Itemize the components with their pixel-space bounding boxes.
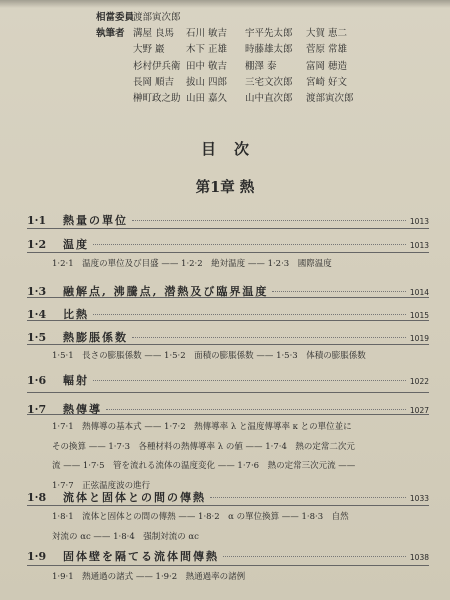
page-number: 1022 (409, 377, 429, 386)
dot-leader (223, 556, 406, 557)
subsection-line: 1·2·1 温度の單位及び目盛 —— 1·2·2 絶対温度 —— 1·2·3 國際温度 (52, 259, 332, 269)
section-title: 流体と固体との間の傳熱 (63, 491, 206, 504)
page-number: 1014 (409, 288, 429, 297)
committee-row (96, 59, 436, 75)
committee-member: 拔山 四郎 (186, 76, 228, 88)
page-number: 1033 (409, 494, 429, 503)
toc-section[interactable] (27, 489, 429, 505)
section-title: 融解点, 沸騰点, 潜熱及び臨界温度 (63, 285, 269, 298)
page-number: 1015 (409, 311, 429, 320)
subsection-line: その換算 —— 1·7·3 各種材料の熱傳導率 λ の値 —— 1·7·4 熱の定常二次元 (52, 441, 355, 452)
committee-row (96, 91, 436, 107)
section-divider (27, 392, 429, 393)
committee-member: 棚澤 泰 (245, 60, 277, 72)
section-title: 熱傳導 (63, 403, 102, 416)
subsection-line: 1·7·7 正弦温度波の進行 (52, 480, 151, 491)
toc-title: 目次 (200, 140, 267, 158)
dot-leader (210, 497, 406, 498)
dot-leader (93, 380, 406, 381)
committee-member: 木下 正雄 (186, 44, 228, 56)
toc-section[interactable] (27, 372, 429, 388)
page-number: 1038 (409, 553, 429, 562)
committee-member: 渡部寅次郎 (306, 93, 354, 105)
chapter-title: 第1章 熱 (195, 179, 255, 196)
committee-row (96, 42, 436, 58)
committee-member: 菅原 常雄 (306, 44, 348, 56)
section-number: 1·7 (27, 403, 47, 416)
section-title: 熱量の單位 (63, 214, 128, 227)
section-number: 1·2 (27, 238, 47, 251)
committee-role (96, 75, 133, 91)
subsection-line: 1·9·1 熱通過の諸式 —— 1·9·2 熱通過率の諸例 (52, 572, 246, 582)
committee-member: 石川 敏吉 (186, 28, 228, 40)
committee-member: 時藤雄太郎 (245, 44, 293, 56)
dot-leader (93, 314, 406, 315)
toc-section[interactable] (27, 329, 429, 345)
committee-role (96, 42, 133, 58)
section-number: 1·5 (27, 331, 47, 344)
section-divider (27, 228, 429, 229)
section-title: 比熱 (63, 308, 89, 321)
subsection-line: 1·5·1 長さの膨脹係数 —— 1·5·2 面積の膨脹係数 —— 1·5·3 体積の膨脹係数 (52, 351, 366, 361)
toc-section[interactable] (27, 548, 429, 564)
section-number: 1·6 (27, 374, 47, 387)
committee-role: 相當委員 (96, 12, 135, 23)
committee-role (96, 59, 133, 75)
committee-member: 宇平先太郎 (245, 28, 293, 40)
dot-leader (272, 291, 406, 292)
committee-member: 三宅文次郎 (245, 76, 293, 88)
section-divider (27, 252, 429, 253)
section-divider (27, 344, 429, 345)
section-divider (27, 505, 429, 506)
subsection-line: 1·8·1 流体と固体との間の傳熱 —— 1·8·2 α の單位換算 —— 1·8·3 自然 (52, 512, 349, 522)
committee-member: 田中 敬吉 (186, 60, 228, 72)
dot-leader (106, 409, 406, 410)
section-title: 熱膨脹係数 (63, 331, 128, 344)
page-number: 1013 (409, 241, 429, 250)
section-number: 1·8 (27, 491, 47, 504)
section-divider (27, 414, 429, 415)
committee-member: 大賀 恵二 (306, 28, 348, 40)
committee-member: 渡部寅次郎 (133, 12, 181, 23)
dot-leader (132, 337, 406, 338)
committee-row (96, 10, 436, 26)
toc-section[interactable] (27, 212, 429, 228)
committee-row (96, 26, 436, 42)
section-title: 固体壁を隔てる流体間傳熱 (63, 550, 219, 563)
subsection-line: 対流の αc —— 1·8·4 强制対流の αc (52, 531, 199, 542)
section-number: 1·3 (27, 285, 47, 298)
committee-member: 長岡 順吉 (133, 76, 175, 88)
section-title: 温度 (63, 238, 89, 251)
committee-member: 宮崎 好文 (306, 76, 348, 88)
page-edge-shadow (0, 0, 450, 8)
committee-role (96, 91, 133, 107)
section-divider (27, 297, 429, 298)
committee-member: 山田 嘉久 (186, 93, 228, 105)
section-title: 輻射 (63, 374, 89, 387)
committee-member: 杉村伊兵衛 (133, 60, 181, 72)
committee-member: 大野 巖 (133, 44, 165, 56)
section-number: 1·9 (27, 550, 47, 563)
subsection-line: 流 —— 1·7·5 管を流れる流体の温度変化 —— 1·7·6 熱の定常三次元流 —— (52, 461, 356, 471)
toc-section[interactable] (27, 236, 429, 252)
committee-list (96, 10, 436, 107)
committee-role: 執筆者 (96, 28, 125, 40)
page-number: 1013 (409, 217, 429, 226)
committee-member: 富岡 穂造 (306, 60, 348, 72)
section-divider (27, 565, 429, 566)
section-divider (27, 320, 429, 321)
page-number: 1019 (409, 334, 429, 343)
dot-leader (132, 220, 406, 221)
dot-leader (93, 244, 406, 245)
section-number: 1·4 (27, 308, 47, 321)
committee-row (96, 75, 436, 91)
committee-member: 榊町政之助 (133, 93, 181, 105)
committee-member: 溝屋 良馬 (133, 28, 175, 40)
subsection-line: 1·7·1 熱傳導の基本式 —— 1·7·2 熱傳導率 λ と温度傳導率 κ との單位並に (52, 422, 352, 432)
committee-member: 山中直次郎 (245, 93, 293, 105)
page-number: 1027 (409, 406, 429, 415)
section-number: 1·1 (27, 214, 47, 227)
